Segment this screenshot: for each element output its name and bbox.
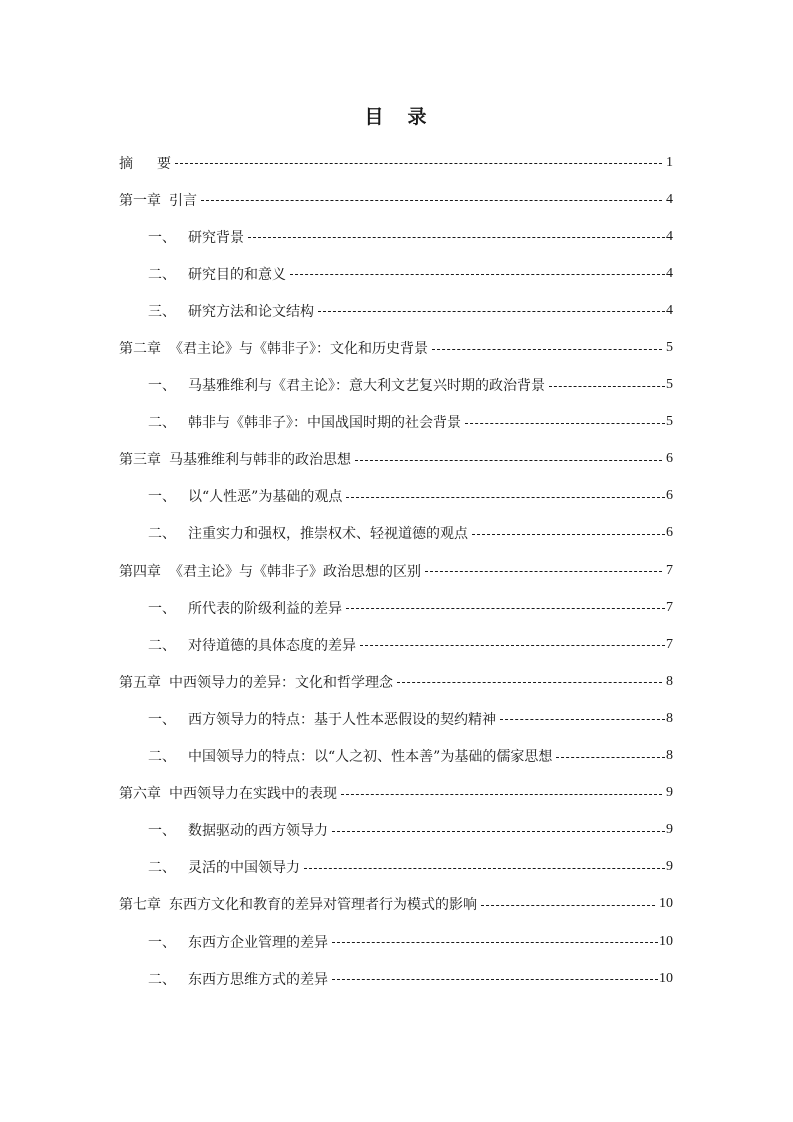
toc-entry-label: 注重实力和强权，推崇权术、轻视道德的观点	[188, 526, 468, 543]
toc-entry-number: 二、	[148, 526, 176, 543]
toc-entry-label: 《君主论》与《韩非子》政治思想的区别	[169, 563, 421, 580]
toc-entry-label: 灵活的中国领导力	[188, 860, 300, 877]
toc-dot-leader	[318, 311, 665, 312]
toc-page-number: 4	[666, 228, 673, 244]
toc-entry-label: 《君主论》与《韩非子》：文化和历史背景	[169, 341, 428, 358]
toc-page-number: 6	[666, 525, 673, 541]
toc-section-entry[interactable]	[119, 960, 673, 997]
toc-entry-number: 二、	[148, 415, 176, 432]
toc-entry-number: 摘	[119, 155, 133, 172]
toc-entry-number: 第三章	[119, 452, 161, 469]
toc-entry-number: 二、	[148, 266, 176, 283]
toc-entry-label: 中西领导力的差异：文化和哲学理念	[169, 674, 393, 691]
toc-page-number: 9	[666, 822, 673, 838]
toc-dot-leader	[346, 497, 665, 498]
toc-dot-leader	[481, 905, 655, 906]
toc-dot-leader	[332, 942, 658, 943]
toc-entry-label: 研究方法和论文结构	[188, 303, 314, 320]
toc-entry-number: 一、	[148, 378, 176, 395]
toc-section-entry[interactable]	[119, 812, 673, 849]
toc-entry-number: 一、	[148, 600, 176, 617]
toc-dot-leader	[465, 423, 665, 424]
toc-dot-leader	[332, 979, 658, 980]
toc-dot-leader	[332, 831, 665, 832]
toc-entry-label: 韩非与《韩非子》：中国战国时期的社会背景	[188, 415, 461, 432]
toc-dot-leader	[304, 868, 665, 869]
toc-entry-label: 数据驱动的西方领导力	[188, 823, 328, 840]
toc-list	[119, 144, 673, 997]
toc-section-entry[interactable]	[119, 589, 673, 626]
toc-entry-number: 第一章	[119, 192, 161, 209]
toc-entry-label: 马基雅维利与韩非的政治思想	[169, 452, 351, 469]
toc-section-entry[interactable]	[119, 404, 673, 441]
toc-chapter-entry[interactable]	[119, 329, 673, 366]
toc-page-number: 10	[659, 933, 673, 949]
toc-entry-label: 马基雅维利与《君主论》：意大利文艺复兴时期的政治背景	[188, 378, 545, 395]
toc-dot-leader	[360, 645, 665, 646]
toc-section-entry[interactable]	[119, 218, 673, 255]
toc-page-number: 10	[659, 970, 673, 986]
toc-page-number: 5	[666, 340, 673, 356]
toc-section-entry[interactable]	[119, 700, 673, 737]
toc-chapter-entry[interactable]	[119, 144, 673, 181]
toc-page-number: 10	[659, 896, 673, 912]
toc-dot-leader	[341, 794, 662, 795]
toc-page-number: 9	[666, 859, 673, 875]
toc-dot-leader	[432, 349, 662, 350]
toc-entry-label: 以“人性恶”为基础的观点	[188, 489, 343, 506]
toc-page-number: 5	[666, 377, 673, 393]
toc-page-number: 5	[666, 414, 673, 430]
toc-entry-label: 引言	[169, 192, 197, 209]
toc-entry-label: 对待道德的具体态度的差异	[188, 637, 356, 654]
toc-entry-label: 要	[157, 155, 171, 172]
toc-dot-leader	[248, 237, 665, 238]
toc-page-number: 4	[666, 265, 673, 281]
toc-page-number: 8	[666, 748, 673, 764]
toc-entry-label: 东西方思维方式的差异	[188, 971, 328, 988]
toc-page-number: 6	[666, 451, 673, 467]
toc-chapter-entry[interactable]	[119, 441, 673, 478]
toc-section-entry[interactable]	[119, 255, 673, 292]
toc-entry-label: 东西方企业管理的差异	[188, 934, 328, 951]
toc-entry-number: 第五章	[119, 674, 161, 691]
toc-page-number: 8	[666, 710, 673, 726]
toc-entry-number: 第四章	[119, 563, 161, 580]
toc-entry-number: 第二章	[119, 341, 161, 358]
toc-entry-label: 研究背景	[188, 229, 244, 246]
toc-section-entry[interactable]	[119, 849, 673, 886]
toc-entry-label: 西方领导力的特点：基于人性本恶假设的契约精神	[188, 711, 496, 728]
toc-page-number: 4	[666, 191, 673, 207]
toc-entry-number: 二、	[148, 971, 176, 988]
toc-dot-leader	[556, 757, 665, 758]
toc-entry-number: 二、	[148, 749, 176, 766]
toc-entry-label: 研究目的和意义	[188, 266, 286, 283]
toc-page-number: 7	[666, 636, 673, 652]
toc-page-number: 9	[666, 785, 673, 801]
toc-dot-leader	[175, 163, 662, 164]
toc-entry-label: 中国领导力的特点：以“人之初、性本善”为基础的儒家思想	[188, 749, 553, 766]
toc-dot-leader	[500, 719, 665, 720]
toc-page-number: 8	[666, 673, 673, 689]
toc-section-entry[interactable]	[119, 626, 673, 663]
toc-entry-label: 中西领导力在实践中的表现	[169, 786, 337, 803]
toc-title	[0, 102, 793, 129]
toc-entry-number: 二、	[148, 860, 176, 877]
toc-entry-number: 一、	[148, 711, 176, 728]
toc-page-number: 4	[666, 302, 673, 318]
toc-chapter-entry[interactable]	[119, 775, 673, 812]
toc-dot-leader	[346, 608, 665, 609]
toc-entry-number: 第七章	[119, 897, 161, 914]
toc-section-entry[interactable]	[119, 923, 673, 960]
toc-dot-leader	[201, 200, 662, 201]
toc-entry-number: 第六章	[119, 786, 161, 803]
toc-page-number: 7	[666, 599, 673, 615]
toc-dot-leader	[290, 274, 665, 275]
toc-entry-number: 一、	[148, 823, 176, 840]
toc-section-entry[interactable]	[119, 367, 673, 404]
toc-dot-leader	[549, 386, 665, 387]
toc-chapter-entry[interactable]	[119, 663, 673, 700]
toc-section-entry[interactable]	[119, 478, 673, 515]
toc-dot-leader	[355, 460, 662, 461]
toc-entry-number: 一、	[148, 229, 176, 246]
toc-chapter-entry[interactable]	[119, 181, 673, 218]
toc-section-entry[interactable]	[119, 738, 673, 775]
toc-dot-leader	[472, 534, 665, 535]
toc-entry-number: 三、	[148, 303, 176, 320]
toc-section-entry[interactable]	[119, 515, 673, 552]
toc-entry-number: 二、	[148, 637, 176, 654]
toc-dot-leader	[397, 682, 662, 683]
toc-chapter-entry[interactable]	[119, 886, 673, 923]
toc-title-char-2: 录	[407, 106, 429, 128]
toc-entry-number: 一、	[148, 934, 176, 951]
toc-title-char-1: 目	[364, 106, 386, 128]
toc-entry-label: 所代表的阶级利益的差异	[188, 600, 342, 617]
toc-entry-number: 一、	[148, 489, 176, 506]
toc-chapter-entry[interactable]	[119, 552, 673, 589]
toc-dot-leader	[425, 571, 662, 572]
toc-page-number: 1	[666, 154, 673, 170]
toc-entry-label: 东西方文化和教育的差异对管理者行为模式的影响	[169, 897, 477, 914]
toc-page-number: 6	[666, 488, 673, 504]
toc-page-number: 7	[666, 562, 673, 578]
toc-section-entry[interactable]	[119, 292, 673, 329]
